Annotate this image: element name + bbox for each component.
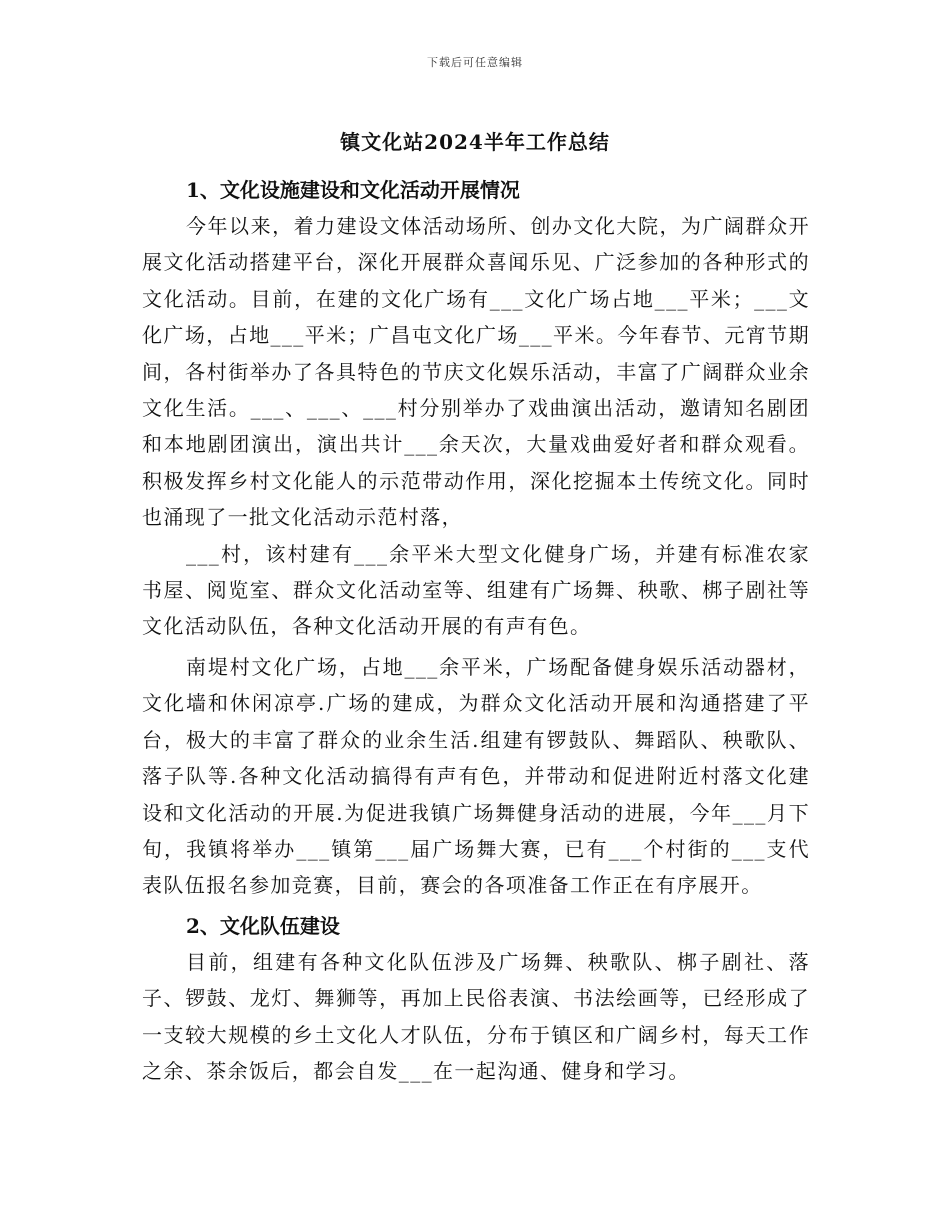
section-1-heading: 1、文化设施建设和文化活动开展情况: [186, 178, 520, 202]
section-1-paragraph-1: 今年以来，着力建设文体活动场所、创办文化大院，为广阔群众开展文化活动搭建平台，深化开展群众喜闻乐见、广泛参加的各种形式的文化活动。目前，在建的文化广场有___文化广场占地___平米；___文化广场，占地___平米；广昌屯文化广场___平米。今年春节、元宵节期间，各村街举办了各具特色的节庆文化娱乐活动，丰富了广阔群众业余文化生活。___、___、___村分别举办了戏曲演出活动，邀请知名剧团和本地剧团演出，演出共计___余天次，大量戏曲爱好者和群众观看。积极发挥乡村文化能人的示范带动作用，深化挖掘本土传统文化。同时也涌现了一批文化活动示范村落，: [142, 214, 810, 530]
section-1-paragraph-3: 南堤村文化广场，占地___余平米，广场配备健身娱乐活动器材，文化墙和休闲凉亭.广场的建成，为群众文化活动开展和沟通搭建了平台，极大的丰富了群众的业余生活.组建有锣鼓队、舞蹈队、秧歌队、落子队等.各种文化活动搞得有声有色，并带动和促进附近村落文化建设和文化活动的开展.为促进我镇广场舞健身活动的进展，今年___月下旬，我镇将举办___镇第___届广场舞大赛，已有___个村街的___支代表队伍报名参加竞赛，目前，赛会的各项准备工作正在有序展开。: [142, 654, 810, 898]
section-2-heading: 2、文化队伍建设: [186, 913, 340, 938]
page-header-note: 下载后可任意编辑: [427, 56, 523, 69]
document-body: [142, 172, 810, 1089]
section-2-paragraph-1: 目前，组建有各种文化队伍涉及广场舞、秧歌队、梆子剧社、落子、锣鼓、龙灯、舞狮等，再加上民俗表演、书法绘画等，已经形成了一支较大规模的乡土文化人才队伍，分布于镇区和广阔乡村，每天工作之余、茶余饭后，都会自发___在一起沟通、健身和学习。: [142, 949, 810, 1083]
section-1-paragraph-2: ___村，该村建有___余平米大型文化健身广场，并建有标准农家书屋、阅览室、群众文化活动室等、组建有广场舞、秧歌、梆子剧社等文化活动队伍，各种文化活动开展的有声有色。: [142, 541, 810, 639]
document-title: 镇文化站2024半年工作总结: [340, 130, 610, 154]
